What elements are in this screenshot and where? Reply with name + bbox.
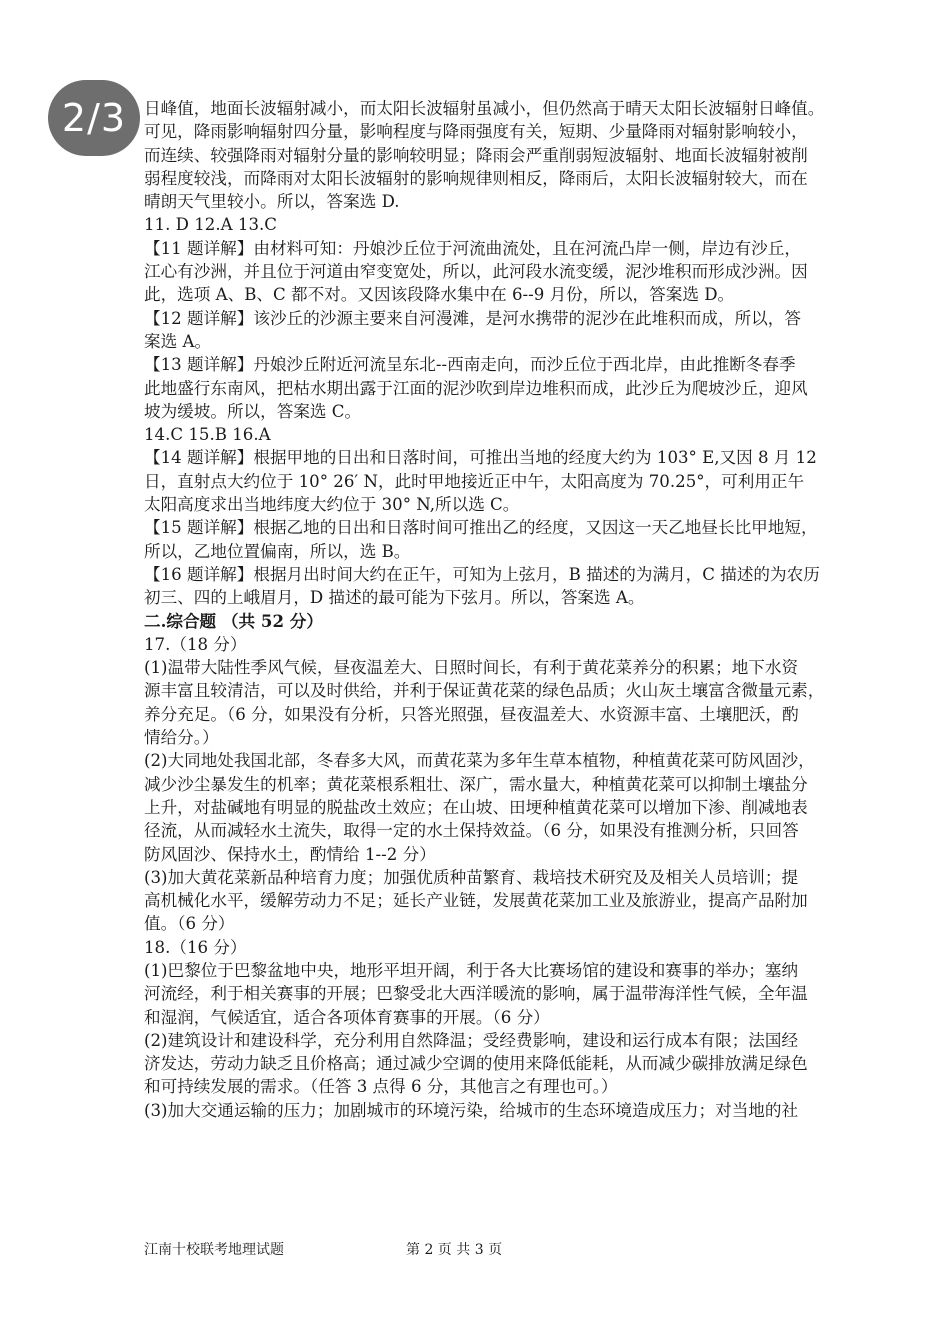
- answer-key-line: 11. D 12.A 13.C: [144, 215, 277, 235]
- text-line: (1)温带大陆性季风气候，昼夜温差大、日照时间长，有利于黄花菜养分的积累；地下水资: [144, 658, 799, 678]
- text-line: 【15 题详解】根据乙地的日出和日落时间可推出乙的经度，又因这一天乙地昼长比甲地短，: [144, 518, 818, 538]
- text-line: 所以，乙地位置偏南，所以，选 B。: [144, 541, 411, 561]
- answer-key-line: 14.C 15.B 16.A: [144, 425, 271, 445]
- text-line: (2)大同地处我国北部，冬春多大风，而黄花菜为多年生草本植物，种植黄花菜可防风固沙，: [144, 751, 815, 771]
- text-line: (3)加大交通运输的压力；加剧城市的环境污染，给城市的生态环境造成压力；对当地的社: [144, 1100, 799, 1120]
- text-line: 情给分。）: [144, 728, 219, 748]
- text-line: 减少沙尘暴发生的机率；黄花菜根系粗壮、深广，需水量大，种植黄花菜可以抑制土壤盐分: [144, 774, 808, 794]
- document-body: [144, 97, 825, 1122]
- text-line: (3)加大黄花菜新品种培育力度；加强优质种苗繁育、栽培技术研究及及相关人员培训；提: [144, 867, 799, 887]
- text-line: 日峰值，地面长波辐射减小，而太阳长波辐射虽减小，但仍然高于晴天太阳长波辐射日峰值。: [144, 99, 825, 118]
- text-line: 径流，从而减轻水土流失，取得一定的水土保持效益。（6 分，如果没有推测分析，只回答: [144, 821, 799, 841]
- text-line: 而连续、较强降雨对辐射分量的影响较明显；降雨会严重削弱短波辐射、地面长波辐射被削: [144, 145, 808, 165]
- text-line: 高机械化水平，缓解劳动力不足；延长产业链，发展黄花菜加工业及旅游业，提高产品附加: [144, 891, 808, 911]
- text-line: 源丰富且较清洁，可以及时供给，并利于保证黄花菜的绿色品质；火山灰土壤富含微量元素，: [144, 681, 825, 701]
- text-line: 防风固沙、保持水土，酌情给 1--2 分）: [144, 844, 436, 864]
- text-line: 【14 题详解】根据甲地的日出和日落时间，可推出当地的经度大约为 103° E,又因 8 月 12: [144, 448, 817, 468]
- section-heading: 二.综合题 （共 52 分）: [144, 610, 323, 631]
- footer-page-number: 第 2 页 共 3 页: [406, 1242, 503, 1258]
- text-line: 养分充足。（6 分，如果没有分析，只答光照强，昼夜温差大、水资源丰富、土壤肥沃，酌: [144, 704, 799, 724]
- text-line: 江心有沙洲，并且位于河道由窄变宽处，所以，此河段水流变缓，泥沙堆积而形成沙洲。因: [144, 262, 808, 282]
- text-line: (2)建筑设计和建设科学，充分利用自然降温；受经费影响，建设和运行成本有限；法国经: [144, 1030, 799, 1050]
- text-line: 【12 题详解】该沙丘的沙源主要来自河漫滩，是河水携带的泥沙在此堆积而成，所以，答: [144, 308, 801, 328]
- text-line: 晴朗天气里较小。所以，答案选 D.: [144, 192, 400, 212]
- text-line: 【11 题详解】由材料可知：丹娘沙丘位于河流曲流处，且在河流凸岸一侧，岸边有沙丘，: [144, 238, 801, 258]
- page-footer: [144, 1238, 820, 1262]
- text-line: 坡为缓坡。所以，答案选 C。: [144, 401, 362, 421]
- footer-exam-title: 江南十校联考地理试题: [144, 1242, 284, 1258]
- text-line: 此，选项 A、B、C 都不对。又因该段降水集中在 6--9 月份，所以，答案选 D。: [144, 285, 735, 305]
- text-line: 和湿润，气候适宜，适合各项体育赛事的开展。（6 分）: [144, 1007, 550, 1027]
- text-line: 河流经，利于相关赛事的开展；巴黎受北大西洋暖流的影响，属于温带海洋性气候，全年温: [144, 984, 808, 1004]
- text-line: 济发达，劳动力缺乏且价格高；通过减少空调的使用来降低能耗，从而减少碳排放满足绿色: [144, 1054, 808, 1074]
- text-line: 和可持续发展的需求。（任答 3 点得 6 分，其他言之有理也可。）: [144, 1077, 618, 1097]
- text-line: 弱程度较浅，而降雨对太阳长波辐射的影响规律则相反，降雨后，太阳长波辐射较大，而在: [144, 168, 808, 188]
- page-indicator-badge: 2/3: [48, 80, 140, 156]
- text-line: 【16 题详解】根据月出时间大约在正午，可知为上弦月，B 描述的为满月，C 描述的为农历: [144, 564, 820, 584]
- text-line: 初三、四的上峨眉月，D 描述的最可能为下弦月。所以，答案选 A。: [144, 588, 645, 608]
- text-line: 可见，降雨影响辐射四分量，影响程度与降雨强度有关，短期、少量降雨对辐射影响较小，: [144, 122, 808, 142]
- text-line: 值。（6 分）: [144, 914, 235, 934]
- question-number: 17.（18 分）: [144, 634, 247, 654]
- text-line: 上升，对盐碱地有明显的脱盐改土效应；在山坡、田埂种植黄花菜可以增加下渗、削减地表: [144, 797, 808, 817]
- text-line: 太阳高度求出当地纬度大约位于 30° N,所以选 C。: [144, 495, 520, 515]
- text-line: 此地盛行东南风，把枯水期出露于江面的泥沙吹到岸边堆积而成，此沙丘为爬坡沙丘，迎风: [144, 378, 808, 398]
- question-number: 18.（16 分）: [144, 937, 247, 957]
- text-line: 日，直射点大约位于 10° 26′ N，此时甲地接近正中午，太阳高度为 70.25°，可利用正午: [144, 471, 805, 491]
- text-line: (1)巴黎位于巴黎盆地中央，地形平坦开阔，利于各大比赛场馆的建设和赛事的举办；塞纳: [144, 960, 799, 980]
- text-line: 【13 题详解】丹娘沙丘附近河流呈东北--西南走向，而沙丘位于西北岸，由此推断冬春季: [144, 355, 796, 375]
- text-line: 案选 A。: [144, 331, 212, 351]
